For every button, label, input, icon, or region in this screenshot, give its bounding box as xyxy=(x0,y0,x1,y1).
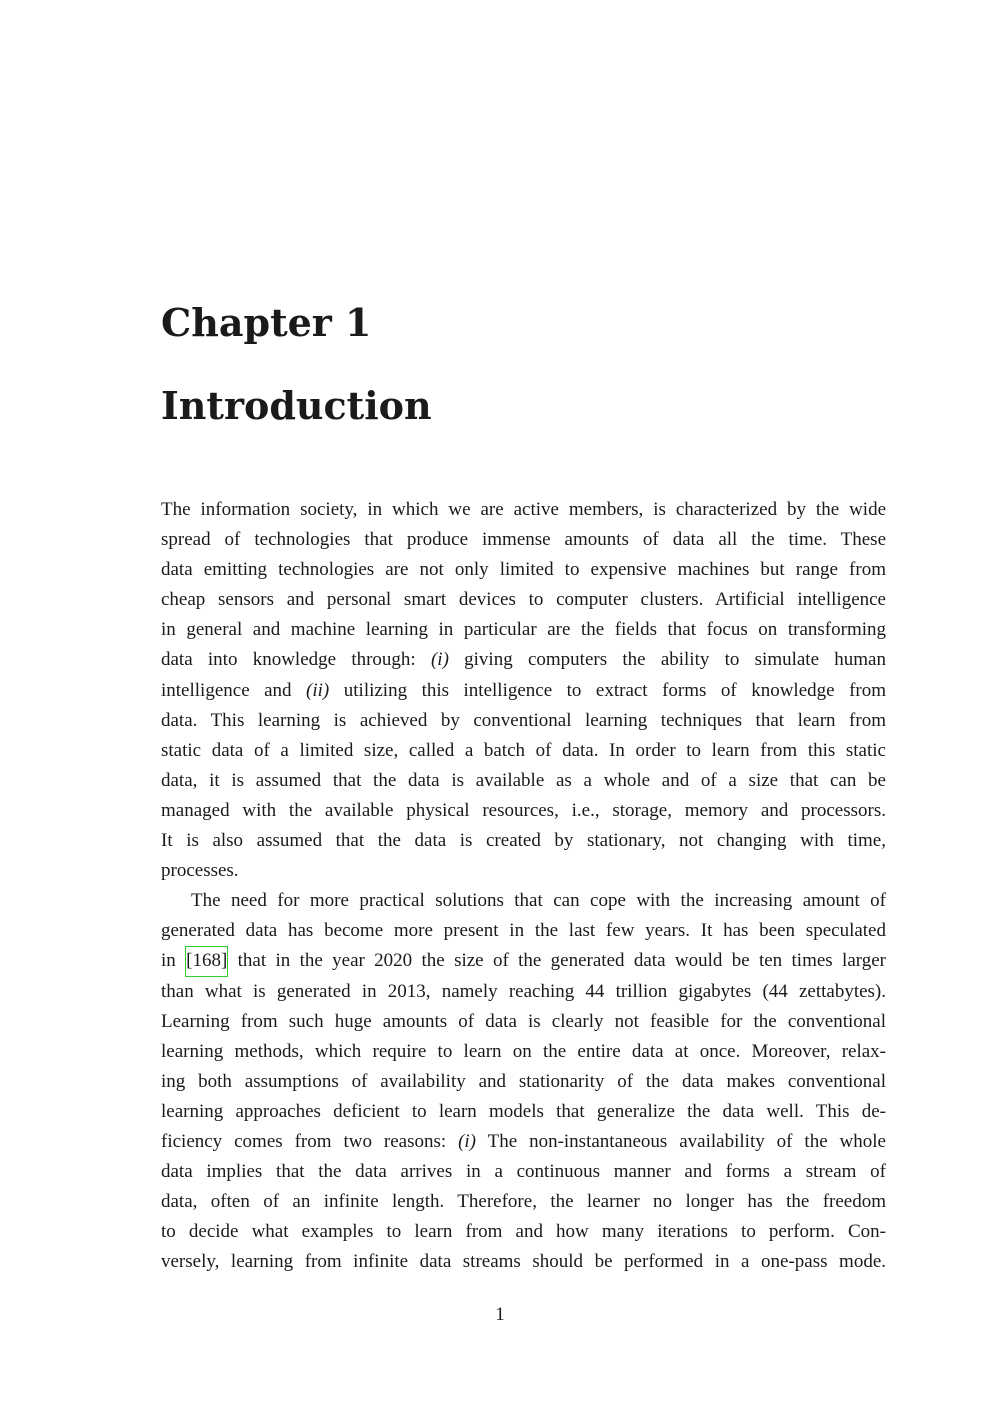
text-segment: data into knowledge through: xyxy=(161,649,431,671)
text-line: It is also assumed that the data is created by stationary, not changing with time, xyxy=(161,830,886,852)
text-segment: giving computers the ability to simulate human xyxy=(448,649,886,671)
text-line: data implies that the data arrives in a continuous manner and forms a stream of xyxy=(161,1161,886,1183)
body-text xyxy=(161,495,886,1277)
text-segment: that in the year 2020 the size of the generated data would be ten times larger xyxy=(228,950,886,972)
text-line xyxy=(161,676,886,706)
text-line: data. This learning is achieved by conventional learning techniques that learn from xyxy=(161,709,886,731)
page-number: 1 xyxy=(495,1304,505,1325)
text-line: data, often of an infinite length. Therefore, the learner no longer has the freedom xyxy=(161,1191,886,1213)
text-line: data, it is assumed that the data is available as a whole and of a size that can be xyxy=(161,769,886,791)
chapter-label: Chapter 1 xyxy=(161,300,372,345)
chapter-title: Introduction xyxy=(161,383,432,428)
text-line xyxy=(161,645,886,675)
citation-link[interactable]: [168] xyxy=(185,946,228,976)
text-line: generated data has become more present in the last few years. It has been speculated xyxy=(161,920,886,942)
text-line: managed with the available physical resources, i.e., storage, memory and processors. xyxy=(161,799,886,821)
text-line: ing both assumptions of availability and stationarity of the data makes conventional xyxy=(161,1070,886,1092)
text-line: Learning from such huge amounts of data is clearly not feasible for the conventional xyxy=(161,1010,886,1032)
text-segment: in xyxy=(161,950,186,972)
text-line: The need for more practical solutions that can cope with the increasing amount of xyxy=(191,890,886,912)
paragraph-1 xyxy=(161,495,886,886)
text-line: than what is generated in 2013, namely reaching 44 trillion gigabytes (44 zettabytes). xyxy=(161,980,886,1002)
text-line: in general and machine learning in particular are the fields that focus on transforming xyxy=(161,619,886,641)
text-line: learning methods, which require to learn on the entire data at once. Moreover, relax- xyxy=(161,1040,886,1062)
enumeration-marker: (i) xyxy=(458,1130,477,1152)
enumeration-marker: (ii) xyxy=(306,679,330,701)
text-segment: utilizing this intelligence to extract forms of knowledge from xyxy=(329,679,886,701)
text-line: to decide what examples to learn from and how many iterations to perform. Con- xyxy=(161,1221,886,1243)
text-line: versely, learning from infinite data streams should be performed in a one-pass mode. xyxy=(161,1251,886,1273)
text-line: data emitting technologies are not only limited to expensive machines but range from xyxy=(161,559,886,581)
text-line xyxy=(161,946,886,976)
text-segment: ficiency comes from two reasons: xyxy=(161,1130,459,1152)
text-line: spread of technologies that produce immense amounts of data all the time. These xyxy=(161,529,886,551)
text-line: static data of a limited size, called a batch of data. In order to learn from this static xyxy=(161,739,886,761)
text-line: cheap sensors and personal smart devices to computer clusters. Artificial intelligence xyxy=(161,589,886,611)
text-line: processes. xyxy=(161,860,239,882)
enumeration-marker: (i) xyxy=(430,649,449,671)
paragraph-2 xyxy=(161,886,886,1277)
text-line: The information society, in which we are active members, is characterized by the wide xyxy=(161,499,886,520)
text-line xyxy=(161,1127,886,1157)
text-line: learning approaches deficient to learn models that generalize the data well. This de- xyxy=(161,1100,886,1122)
text-segment: The non-instantaneous availability of the whole xyxy=(476,1130,886,1152)
text-segment: intelligence and xyxy=(161,679,307,701)
